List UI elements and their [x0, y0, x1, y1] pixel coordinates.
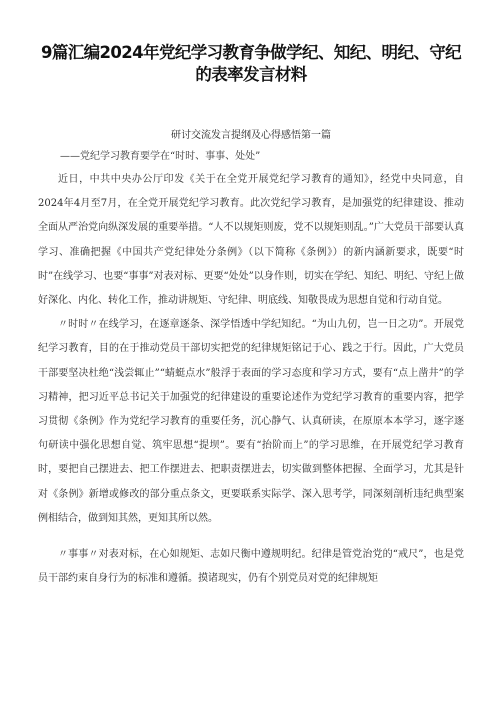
- document-title: 9篇汇编2024年党纪学习教育争做学纪、知纪、明纪、守纪的表率发言材料: [40, 43, 462, 84]
- body-paragraph: 〃事事〃对表对标，在心如规矩、志如尺衡中遵规明纪。纪律是管党治党的“戒尺”，也是党员干部约束自身行为的标准和遵循。摸诸现实，仍有个别党员对党的纪律规矩: [38, 549, 464, 585]
- section-heading: 研讨交流发言提纲及心得感悟第一篇: [171, 130, 331, 141]
- body-paragraph: 近日，中共中央办公厅印发《关于在全党开展党纪学习教育的通知》，经党中央同意，自2024年4月至7月，在全党开展党纪学习教育。此次党纪学习教育，是加强党的纪律建设、推动全面从严治党向纵深发展的重要举措。“人不以规矩则废，党不以规矩则乱。”广大党员干部要认真学习、准确把握《中国共产党纪律处分条例》（以下简称《条例》）的新内涵新要求，既要“时时”在线学习、也要“事事”对表对标、更要“处处”以身作则，切实在学纪、知纪、明纪、守纪上做好深化、内化、转化工作，推动讲规矩、守纪律、明底线、知敬畏成为思想自觉和行动自觉。: [38, 174, 464, 307]
- body-paragraph: 〃时时〃在线学习，在逐章逐条、深学悟透中学纪知纪。“为山九仞，岂一日之功”。开展党纪学习教育，目的在于推动党员干部切实把党的纪律规矩铭记于心、践之于行。因此，广大党员干部要坚决杜绝“浅尝辄止”“蜻蜓点水”般浮于表面的学习态度和学习方式，要有“点上凿井”的学习精神，把习近平总书记关于加强党的纪律建设的重要论述作为党纪学习教育的重要内容，把学习贯彻《条例》作为党纪学习教育的重要任务，沉心静气、认真研读，在原原本本学习，逐字逐句研读中强化思想自觉、筑牢思想“提坝”。要有“抬阶而上”的学习思维，在开展党纪学习教育时，要把自己摆进去、把工作摆进去、把职责摆进去，切实做到整体把握、全面学习，尤其是针对《条例》新增或修改的部分重点条文，更要联系实际学、深入思考学，同深刻剖析违纪典型案例相结合，做到知其然，更知其所以然。: [38, 319, 464, 524]
- section-byline: ——党纪学习教育要学在“时时、事事、处处”: [60, 151, 261, 162]
